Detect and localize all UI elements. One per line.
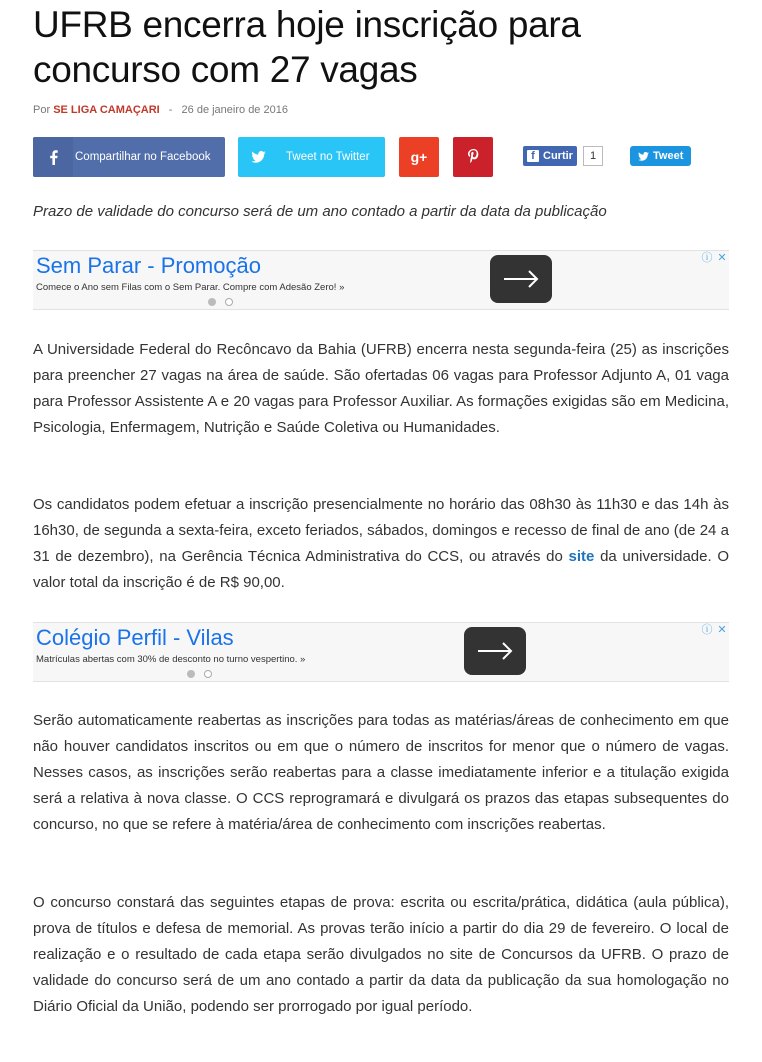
article-meta xyxy=(33,104,288,116)
close-icon[interactable]: ✕ xyxy=(717,624,727,636)
tweet-label: Tweet xyxy=(653,150,684,162)
ad-pager-dot-active[interactable] xyxy=(208,298,216,306)
ad-arrow-button[interactable] xyxy=(464,627,526,675)
paragraph-2-text-start: Os candidatos podem efetuar a inscrição presencialmente no horário das 08h30 às 11h30 e das 14h às 16h30, de segunda a sexta-feira, exceto feriados, sábados, domingos e recesso de final de ano (de 24 a 31 de dezembro), na Gerência Técnica Administrativa do CCS, ou através do xyxy=(33,496,729,565)
twitter-icon xyxy=(238,137,278,177)
ad-controls xyxy=(699,623,729,638)
ad-pager-dot-active[interactable] xyxy=(187,670,195,678)
pinterest-share-button[interactable] xyxy=(453,137,493,177)
ad-banner-1[interactable] xyxy=(33,250,729,310)
close-icon[interactable]: ✕ xyxy=(717,252,727,264)
facebook-share-label: Compartilhar no Facebook xyxy=(75,151,211,163)
facebook-like-button[interactable] xyxy=(523,146,577,166)
facebook-icon: f xyxy=(527,150,539,162)
adchoices-icon[interactable]: ⓘ xyxy=(701,252,713,264)
ad-pager-dot[interactable] xyxy=(225,298,233,306)
ad-headline[interactable]: Colégio Perfil - Vilas xyxy=(36,625,234,650)
facebook-like-widget[interactable] xyxy=(523,146,603,166)
share-bar xyxy=(33,137,729,177)
ad-controls xyxy=(699,251,729,266)
twitter-share-label: Tweet no Twitter xyxy=(286,151,370,163)
by-label: Por xyxy=(33,104,51,116)
facebook-like-label: Curtir xyxy=(543,150,573,162)
meta-separator: - xyxy=(168,104,173,116)
adchoices-icon[interactable]: ⓘ xyxy=(701,624,713,636)
ad-text[interactable]: Matrículas abertas com 30% de desconto no turno vespertino. » xyxy=(36,654,306,665)
article-paragraph-3: Serão automaticamente reabertas as inscrições para todas as matérias/áreas de conhecimento em que não houver candidatos inscritos ou em que o número de inscritos for menor que o número de vagas. Nesses casos, as inscrições serão reabertas para a classe imediatamente inferior e a titulação exigida será a relativa à nova classe. O CCS reprogramará e divulgará os prazos das etapas subsequentes do concurso, no que se refere à matéria/área de conhecimento com inscrições reabertas. xyxy=(33,712,729,833)
facebook-like-count: 1 xyxy=(583,146,603,166)
twitter-icon xyxy=(638,152,649,161)
arrow-right-icon xyxy=(503,270,539,288)
article-paragraph-4: O concurso constará das seguintes etapas de prova: escrita ou escrita/prática, didática (aula pública), prova de títulos e defesa de memorial. As provas terão início a partir do dia 29 de fevereiro. O local de realização e o resultado de cada etapa serão divulgados no site de Concursos da UFRB. O prazo de validade do concurso será de um ano contado a partir da data da publicação da sua homologação no Diário Oficial da União, podendo ser prorrogado por igual período. xyxy=(33,894,729,1015)
twitter-share-button[interactable] xyxy=(238,137,385,177)
article-lead: Prazo de validade do concurso será de um ano contado a partir da data da publicação xyxy=(33,203,607,220)
publish-date: 26 de janeiro de 2016 xyxy=(181,104,288,116)
paragraph-2-text-end: da universidade. O valor total da inscrição é de R$ 90,00. xyxy=(33,548,729,591)
site-link[interactable]: site xyxy=(568,548,595,565)
facebook-share-button[interactable] xyxy=(33,137,225,177)
arrow-right-icon xyxy=(477,642,513,660)
ad-text[interactable]: Comece o Ano sem Filas com o Sem Parar. Compre com Adesão Zero! » xyxy=(36,282,345,293)
tweet-button[interactable] xyxy=(630,146,691,166)
pinterest-icon xyxy=(468,149,479,166)
ad-pager xyxy=(208,298,233,306)
author-link[interactable]: SE LIGA CAMAÇARI xyxy=(53,104,160,116)
googleplus-share-button[interactable] xyxy=(399,137,439,177)
ad-banner-2[interactable] xyxy=(33,622,729,682)
article-title: UFRB encerra hoje inscrição para concurso com 27 vagas xyxy=(33,4,581,90)
article-paragraph-2 xyxy=(33,492,729,596)
ad-headline[interactable]: Sem Parar - Promoção xyxy=(36,253,261,278)
article-paragraph-1: A Universidade Federal do Recôncavo da Bahia (UFRB) encerra nesta segunda-feira (25) as inscrições para preencher 27 vagas na área de saúde. São ofertadas 06 vagas para Professor Adjunto A, 01 vaga para Professor Assistente A e 20 vagas para Professor Auxiliar. As formações exigidas são em Medicina, Psicologia, Enfermagem, Nutrição e Saúde Coletiva ou Humanidades. xyxy=(33,341,729,436)
ad-pager-dot[interactable] xyxy=(204,670,212,678)
googleplus-icon: g+ xyxy=(410,149,428,165)
ad-arrow-button[interactable] xyxy=(490,255,552,303)
ad-pager xyxy=(187,670,212,678)
facebook-icon xyxy=(33,137,73,177)
